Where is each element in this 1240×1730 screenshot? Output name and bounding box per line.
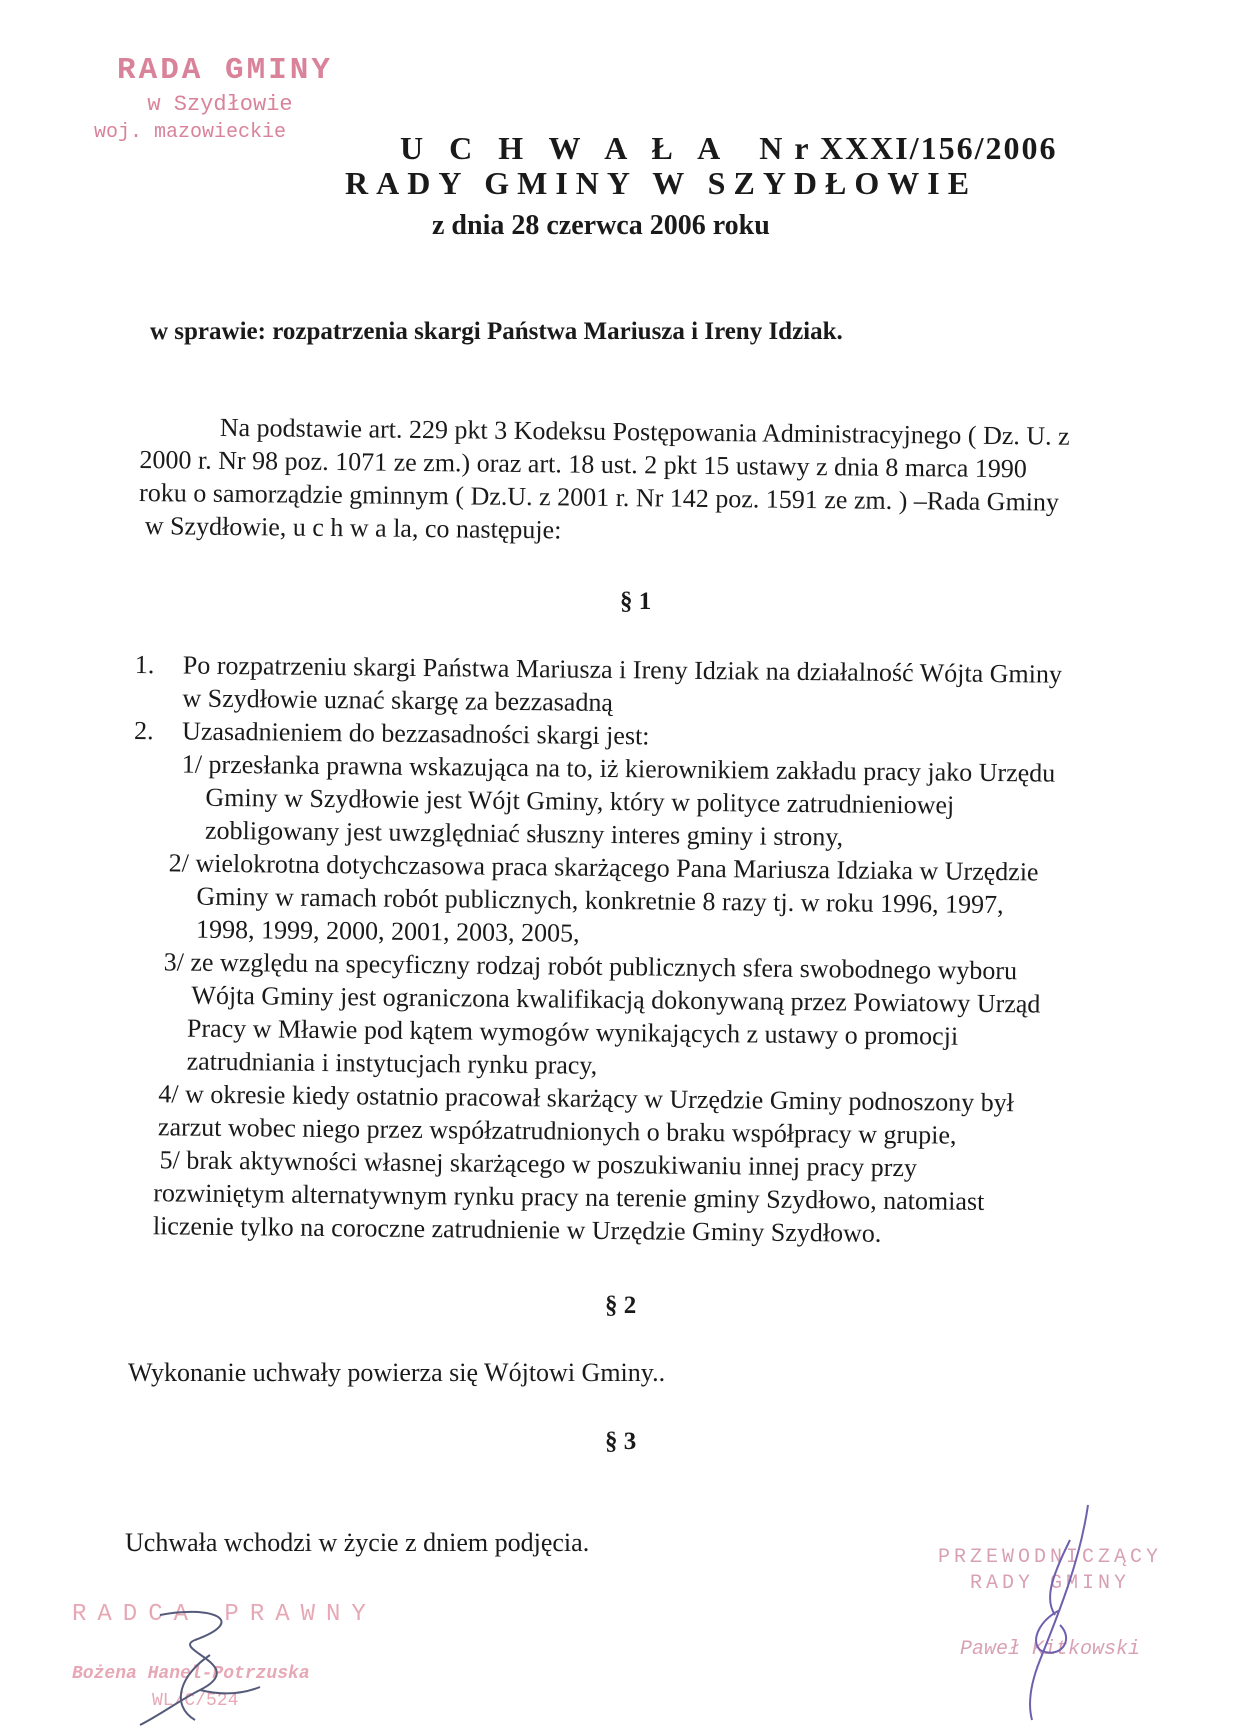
paragraph-line: w Szydłowie, u c h w a la, co następuje: bbox=[144, 511, 562, 545]
list-item-number: 1. bbox=[134, 649, 155, 680]
reason-line: Gminy w Szydłowie jest Wójt Gminy, który w polityce zatrudnieniowej bbox=[205, 782, 955, 820]
reason-line: Pracy w Mławie pod kątem wymogów wynikających z ustawy o promocji bbox=[186, 1013, 959, 1051]
reason-line: rozwiniętym alternatywnym rynku pracy na terenie gminy Szydłowo, natomiast bbox=[153, 1178, 985, 1216]
reason-line: liczenie tylko na coroczne zatrudnienie w Urzędzie Gminy Szydłowo. bbox=[152, 1211, 882, 1248]
reason-line: 1998, 1999, 2000, 2001, 2003, 2005, bbox=[195, 914, 580, 948]
reason-item bbox=[131, 945, 1192, 1088]
reason-line: Gminy w ramach robót publicznych, konkretnie 8 razy tj. w roku 1996, 1997, bbox=[196, 881, 1004, 920]
reason-line: zobligowany jest uwzględniać słuszny interes gminy i strony, bbox=[204, 815, 844, 852]
paragraph-line: roku o samorządzie gminnym ( Dz.U. z 2001 r. Nr 142 poz. 1591 ze zm. ) –Rada Gminy bbox=[138, 477, 1060, 517]
reason-item bbox=[129, 1143, 1190, 1253]
chairman-stamp-line3: Paweł Kitkowski bbox=[959, 1638, 1141, 1661]
section-3-text: Uchwała wchodzi w życie z dniem podjęcia. bbox=[125, 1528, 590, 1557]
legal-stamp-line1: RADCA PRAWNY bbox=[72, 1601, 377, 1628]
section-1-list bbox=[129, 648, 1195, 1253]
list-item-line: Po rozpatrzeniu skargi Państwa Mariusza i Ireny Idziak na działalność Wójta Gminy bbox=[182, 650, 1063, 689]
reason-line: 2/ wielokrotna dotychczasowa praca skarżącego Pana Mariusza Idziaka w Urzędzie bbox=[168, 848, 1039, 887]
council-stamp-line1: RADA GMINY bbox=[116, 53, 334, 88]
resolution-council-name: RADY GMINY W SZYDŁOWIE bbox=[345, 165, 978, 201]
legal-advisor-signature-icon bbox=[100, 1595, 300, 1730]
legal-stamp-line3: WL/C/524 bbox=[152, 1691, 239, 1711]
reason-item bbox=[132, 846, 1193, 956]
section-2-heading: § 2 bbox=[605, 1292, 637, 1319]
resolution-title bbox=[400, 130, 1058, 167]
reason-line: 1/ przesłanka prawna wskazująca na to, iż kierownikiem zakładu pracy jako Urzędu bbox=[181, 749, 1056, 788]
reason-line: 5/ brak aktywności własnej skarżącego w poszukiwaniu innej pracy przy bbox=[159, 1145, 918, 1183]
list-item-line: Uzasadnieniem do bezzasadności skargi jest: bbox=[181, 716, 650, 751]
reason-line: Wójta Gminy jest ograniczona kwalifikacją dokonywaną przez Powiatowy Urząd bbox=[191, 980, 1041, 1019]
council-stamp-line2: w Szydłowie bbox=[147, 92, 293, 117]
resolution-number: N r XXXI/156/2006 bbox=[759, 130, 1058, 166]
paragraph-line: Na podstawie art. 229 pkt 3 Kodeksu Postępowania Administracyjnego ( Dz. U. z bbox=[219, 412, 1070, 451]
reason-line: zatrudniania i instytucjach rynku pracy, bbox=[186, 1046, 598, 1080]
council-stamp bbox=[95, 52, 355, 146]
chairman-stamp-line2: RADY GMINY bbox=[969, 1572, 1131, 1595]
resolution-word: U C H W A Ł A bbox=[400, 130, 730, 166]
chairman-signature-icon bbox=[1000, 1500, 1120, 1725]
resolution-date: z dnia 28 czerwca 2006 roku bbox=[432, 210, 770, 241]
section-3-heading: § 3 bbox=[605, 1428, 637, 1455]
paragraph-line: 2000 r. Nr 98 poz. 1071 ze zm.) oraz art. 18 ust. 2 pkt 15 ustawy z dnia 8 marca 1990 bbox=[139, 444, 1027, 484]
reason-item bbox=[133, 747, 1194, 857]
section-2-text: Wykonanie uchwały powierza się Wójtowi Gminy.. bbox=[128, 1358, 666, 1387]
reason-line: zarzut wobec niego przez współzatrudnionych o braku współpracy w grupie, bbox=[157, 1112, 957, 1150]
reason-item bbox=[130, 1077, 1191, 1154]
legal-stamp-line2: Bożena Hanel-Potrzuska bbox=[72, 1664, 310, 1684]
resolution-subject: w sprawie: rozpatrzenia skargi Państwa Mariusza i Ireny Idziak. bbox=[150, 318, 843, 345]
reason-line: 4/ w okresie kiedy ostatnio pracował skarżący w Urzędzie Gminy podnoszony był bbox=[158, 1079, 1015, 1118]
section-1-heading: § 1 bbox=[620, 588, 652, 615]
reason-line: 3/ ze względu na specyficzny rodzaj robót publicznych sfera swobodnego wyboru bbox=[163, 947, 1018, 986]
list-item bbox=[134, 648, 1195, 725]
legal-basis-paragraph bbox=[139, 410, 1190, 553]
list-item-line: w Szydłowie uznać skargę za bezzasadną bbox=[182, 683, 614, 718]
chairman-stamp-line1: PRZEWODNICZĄCY bbox=[937, 1546, 1163, 1569]
list-item-number: 2. bbox=[133, 715, 154, 746]
council-stamp-line3: woj. mazowieckie bbox=[93, 121, 287, 144]
